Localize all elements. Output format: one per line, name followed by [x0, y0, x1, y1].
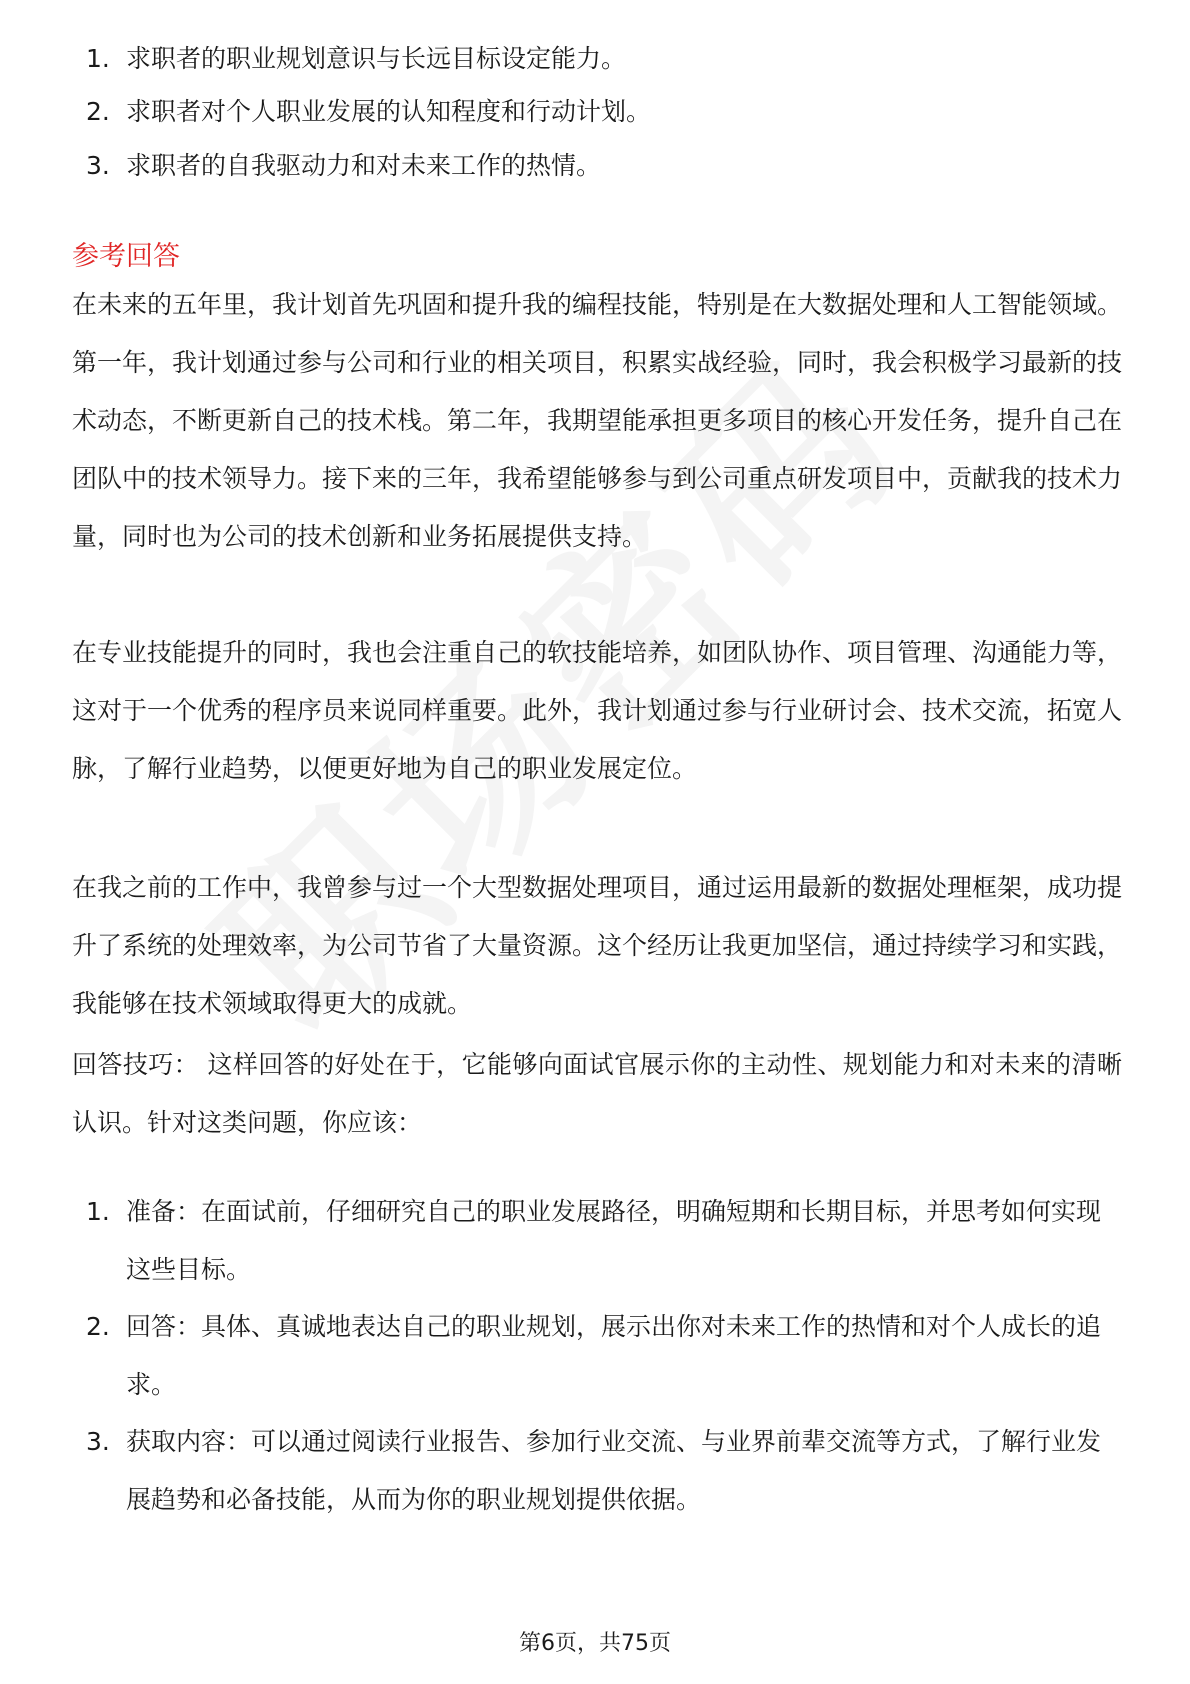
list-text: 求职者的职业规划意识与长远目标设定能力。 — [126, 44, 627, 73]
section-heading: 参考回答 — [72, 241, 180, 272]
list-text: 求职者的自我驱动力和对未来工作的热情。 — [126, 151, 602, 180]
list-number: 3. — [86, 1427, 110, 1456]
paragraph: 在专业技能提升的同时，我也会注重自己的软技能培养，如团队协作、项目管理、沟通能力等，这对于一个优秀的程序员来说同样重要。此外，我计划通过参与行业研讨会、技术交流，拓宽人脉，了解行业趋势，以便更好地为自己的职业发展定位。 — [72, 638, 1123, 783]
paragraph: 在我之前的工作中，我曾参与过一个大型数据处理项目，通过运用最新的数据处理框架，成功提升了系统的处理效率，为公司节省了大量资源。这个经历让我更加坚信，通过持续学习和实践，我能够在技术领域取得更大的成就。 — [72, 873, 1123, 1018]
paragraph: 在未来的五年里，我计划首先巩固和提升我的编程技能，特别是在大数据处理和人工智能领域。第一年，我计划通过参与公司和行业的相关项目，积累实战经验，同时，我会积极学习最新的技术动态，不断更新自己的技术栈。第二年，我期望能承担更多项目的核心开发任务，提升自己在团队中的技术领导力。接下来的三年，我希望能够参与到公司重点研发项目中，贡献我的技术力量，同时也为公司的技术创新和业务拓展提供支持。 — [72, 290, 1123, 551]
list-number: 1. — [86, 44, 110, 73]
list-number: 3. — [86, 151, 110, 180]
list-number: 2. — [86, 97, 110, 126]
list-text: 准备：在面试前，仔细研究自己的职业发展路径，明确短期和长期目标，并思考如何实现这些目标。 — [126, 1197, 1102, 1284]
list-text: 求职者对个人职业发展的认知程度和行动计划。 — [126, 97, 652, 126]
list-text: 回答：具体、真诚地表达自己的职业规划，展示出你对未来工作的热情和对个人成长的追求。 — [126, 1312, 1102, 1399]
list-number: 1. — [86, 1197, 110, 1226]
paragraph: 回答技巧： 这样回答的好处在于，它能够向面试官展示你的主动性、规划能力和对未来的清晰认识。针对这类问题，你应该： — [72, 1050, 1122, 1137]
page-footer: 第6页，共75页 — [519, 1631, 671, 1656]
list-number: 2. — [86, 1312, 110, 1341]
list-text: 获取内容：可以通过阅读行业报告、参加行业交流、与业界前辈交流等方式，了解行业发展趋势和必备技能，从而为你的职业规划提供依据。 — [126, 1427, 1102, 1514]
